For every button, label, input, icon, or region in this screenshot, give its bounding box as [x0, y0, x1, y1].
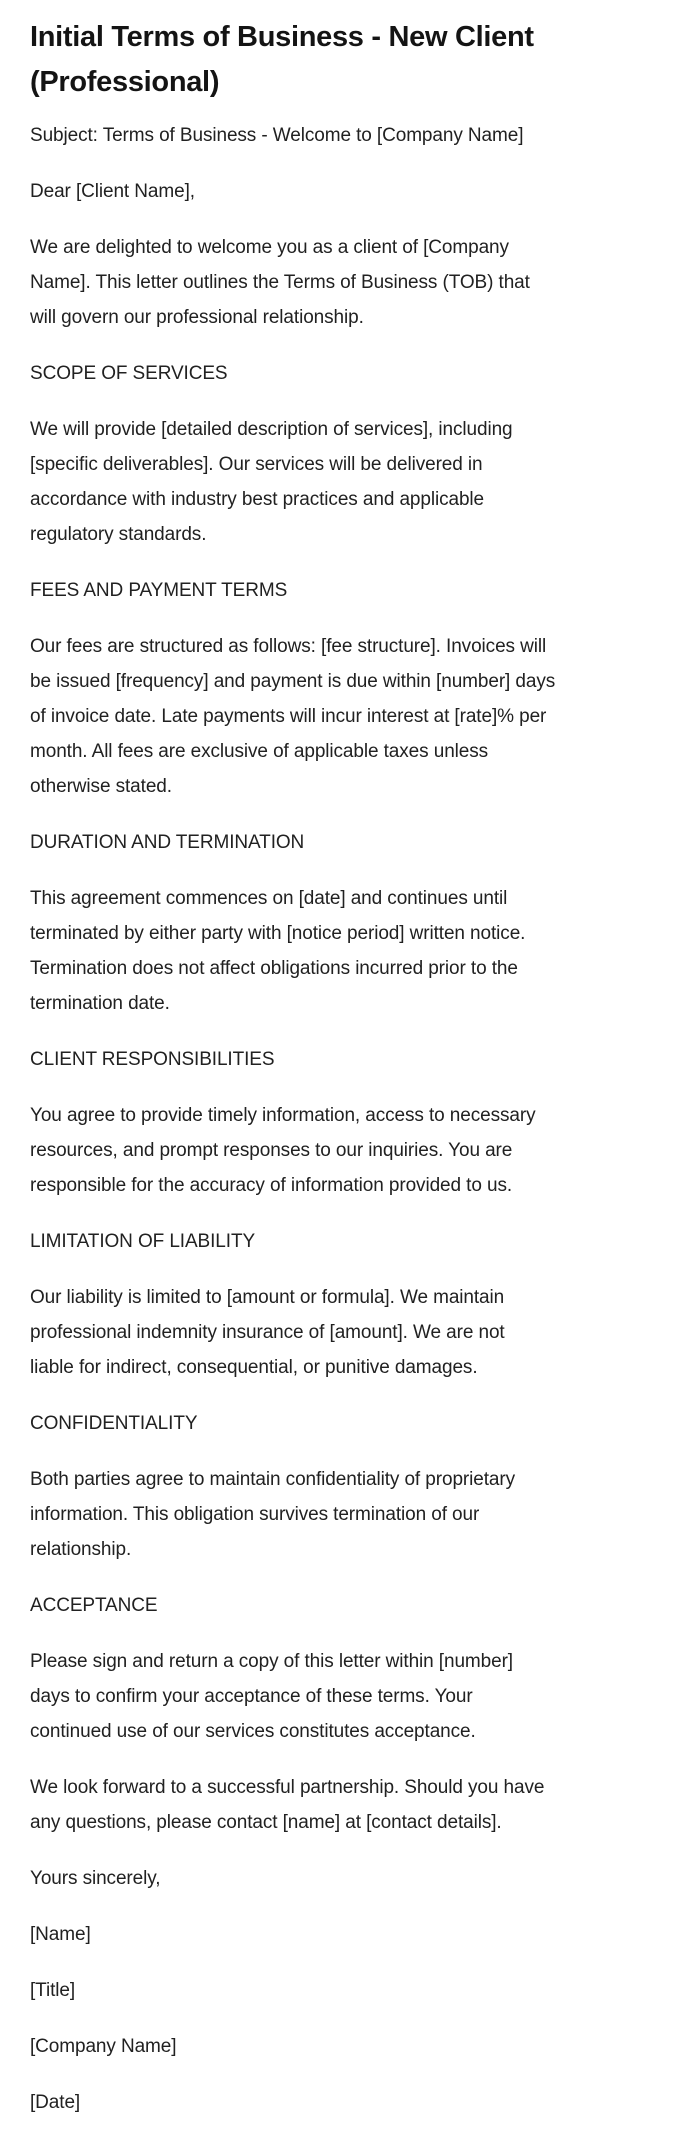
- paragraph-closing: We look forward to a successful partnership. Should you have any questions, please contact [name] at [contact details].: [30, 1777, 545, 1833]
- paragraph-client-responsibilities: You agree to provide timely information, access to necessary resources, and prompt responses to our inquiries. You are responsible for the accuracy of information provided to us.: [30, 1105, 536, 1196]
- paragraph-limitation-of-liability: Our liability is limited to [amount or formula]. We maintain professional indemnity insurance of [amount]. We are not liable for indirect, consequential, or punitive damages.: [30, 1287, 505, 1378]
- paragraph-acceptance: Please sign and return a copy of this letter within [number] days to confirm your acceptance of these terms. Your continued use of our services constitutes acceptance.: [30, 1651, 513, 1742]
- signature-company-placeholder: [Company Name]: [30, 2036, 177, 2057]
- intro-paragraph: We are delighted to welcome you as a client of [Company Name]. This letter outlines the Terms of Business (TOB) that will govern our professional relationship.: [30, 237, 530, 328]
- document-title: Initial Terms of Business - New Client (Professional): [30, 21, 534, 98]
- section-heading-acceptance: ACCEPTANCE: [30, 1595, 158, 1616]
- signoff: Yours sincerely,: [30, 1868, 161, 1889]
- paragraph-confidentiality: Both parties agree to maintain confidentiality of proprietary information. This obligation survives termination of our relationship.: [30, 1469, 516, 1560]
- greeting: Dear [Client Name],: [30, 181, 195, 202]
- signature-title-placeholder: [Title]: [30, 1980, 76, 2001]
- section-heading-limitation-of-liability: LIMITATION OF LIABILITY: [30, 1231, 256, 1252]
- paragraph-fees-and-payment-terms: Our fees are structured as follows: [fee structure]. Invoices will be issued [frequency] and payment is due within [number] days of invoice date. Late payments will incur interest at [rate]% per month. All fees are exclusive of applicable taxes unless otherwise stated.: [30, 636, 556, 797]
- paragraph-duration-and-termination: This agreement commences on [date] and continues until terminated by either party with [notice period] written notice. Termination does not affect obligations incurred prior to the termination date.: [30, 888, 526, 1014]
- section-heading-confidentiality: CONFIDENTIALITY: [30, 1413, 198, 1434]
- section-heading-scope-of-services: SCOPE OF SERVICES: [30, 363, 228, 384]
- section-heading-duration-and-termination: DURATION AND TERMINATION: [30, 832, 305, 853]
- paragraph-scope-of-services: We will provide [detailed description of services], including [specific deliverables]. Our services will be delivered in accordance with industry best practices and applicable regulatory standards.: [30, 419, 513, 545]
- signature-date-placeholder: [Date]: [30, 2092, 81, 2113]
- section-heading-client-responsibilities: CLIENT RESPONSIBILITIES: [30, 1049, 275, 1070]
- section-heading-fees-and-payment-terms: FEES AND PAYMENT TERMS: [30, 580, 288, 601]
- signature-name-placeholder: [Name]: [30, 1924, 91, 1945]
- subject-line: Subject: Terms of Business - Welcome to [Company Name]: [30, 125, 524, 146]
